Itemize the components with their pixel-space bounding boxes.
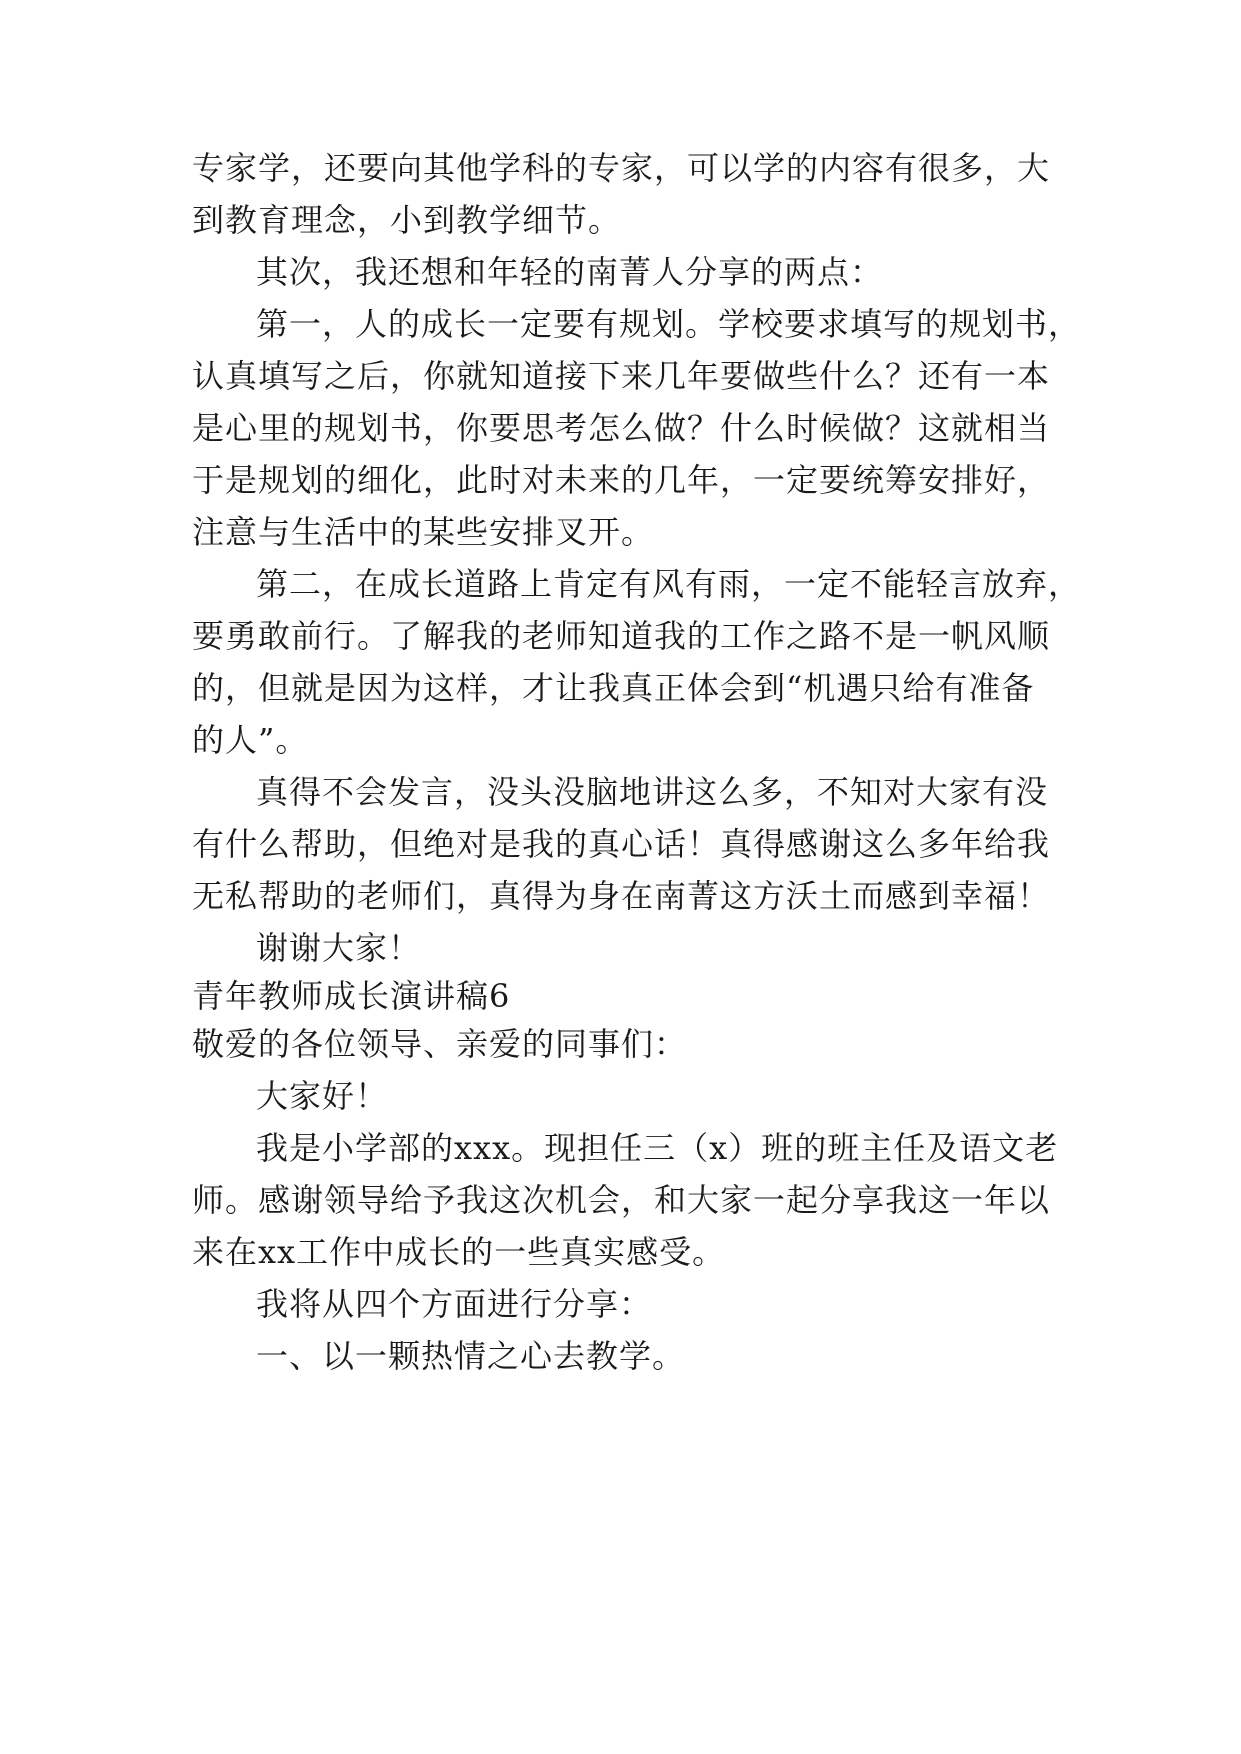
paragraph-line: 第二，在成长道路上肯定有风有雨，一定不能轻言放弃，: [256, 565, 1082, 603]
paragraph-line: 到教育理念，小到教学细节。: [192, 201, 622, 239]
salutation-line: 敬爱的各位领导、亲爱的同事们：: [192, 1025, 688, 1063]
paragraph-line: 是心里的规划书，你要思考怎么做？什么时候做？这就相当: [192, 409, 1051, 447]
greeting-line: 大家好！: [256, 1077, 389, 1115]
paragraph-line: 其次，我还想和年轻的南菁人分享的两点：: [256, 253, 884, 291]
section-title: 青年教师成长演讲稿6: [192, 977, 511, 1015]
paragraph-line: 要勇敢前行。了解我的老师知道我的工作之路不是一帆风顺: [192, 617, 1051, 655]
paragraph-line: 认真填写之后，你就知道接下来几年要做些什么？还有一本: [192, 357, 1051, 395]
paragraph-line: 我将从四个方面进行分享：: [256, 1285, 653, 1323]
paragraph-line: 无私帮助的老师们，真得为身在南菁这方沃土而感到幸福！: [192, 877, 1051, 915]
paragraph-line: 的人”。: [192, 721, 309, 759]
paragraph-line: 注意与生活中的某些安排叉开。: [192, 513, 655, 551]
paragraph-line: 真得不会发言，没头没脑地讲这么多，不知对大家有没: [256, 773, 1049, 811]
paragraph-line: 师。感谢领导给予我这次机会，和大家一起分享我这一年以: [192, 1181, 1051, 1219]
paragraph-line: 有什么帮助，但绝对是我的真心话！真得感谢这么多年给我: [192, 825, 1051, 863]
paragraph-line: 于是规划的细化，此时对未来的几年，一定要统筹安排好，: [192, 461, 1051, 499]
paragraph-line: 来在xx工作中成长的一些真实感受。: [192, 1233, 726, 1271]
paragraph-line: 我是小学部的xxx。现担任三（x）班的班主任及语文老: [256, 1129, 1059, 1167]
paragraph-line: 一、以一颗热情之心去教学。: [256, 1337, 686, 1375]
paragraph-line: 专家学，还要向其他学科的专家，可以学的内容有很多，大: [192, 149, 1051, 187]
paragraph-line: 谢谢大家！: [256, 929, 422, 967]
paragraph-line: 第一，人的成长一定要有规划。学校要求填写的规划书，: [256, 305, 1082, 343]
paragraph-line: 的，但就是因为这样，才让我真正体会到“机遇只给有准备: [192, 669, 1035, 707]
